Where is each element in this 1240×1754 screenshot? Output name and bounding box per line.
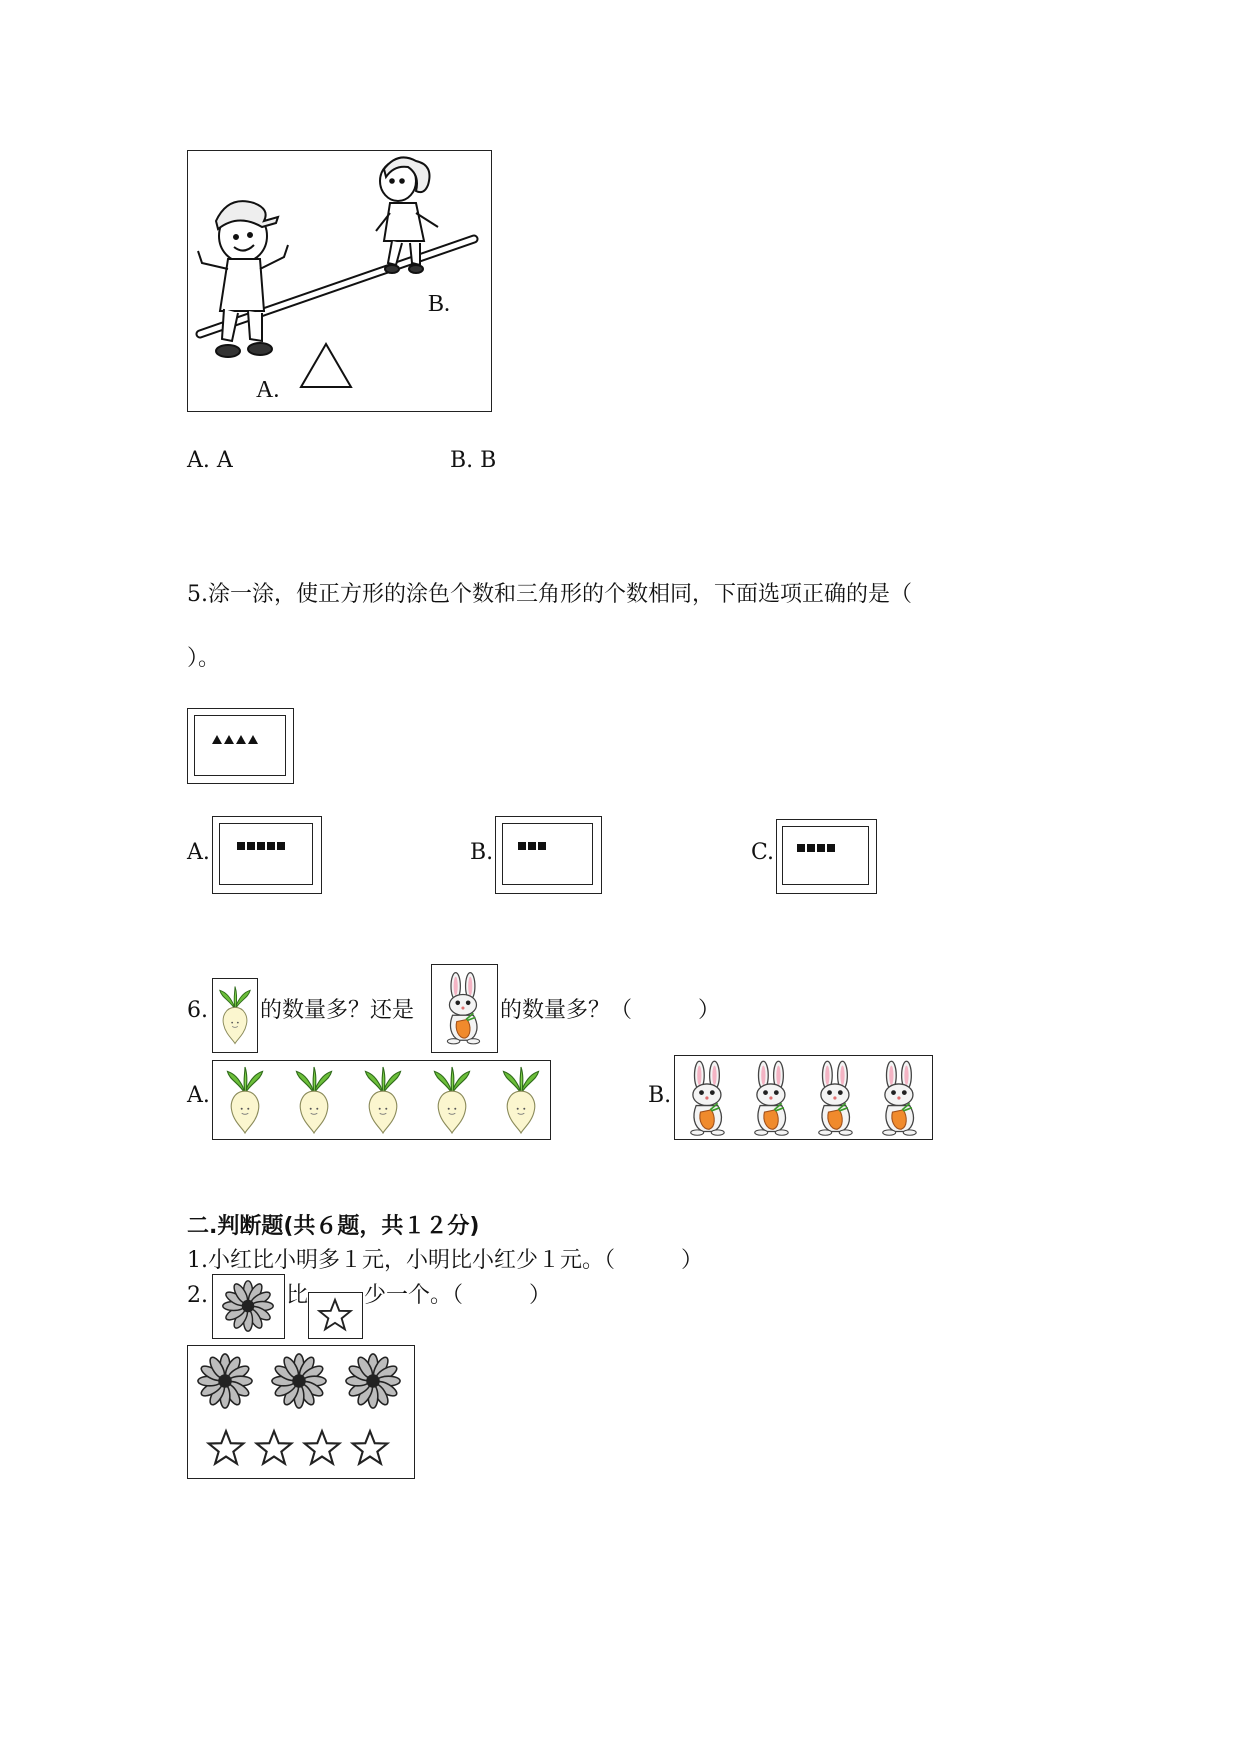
figure-label-a: A. xyxy=(256,377,280,403)
q4-option-a[interactable]: A. A xyxy=(187,448,233,473)
q6-option-a-box[interactable] xyxy=(212,1060,551,1140)
rabbit-icon xyxy=(681,1060,735,1136)
radish-icon xyxy=(361,1066,405,1134)
square-row xyxy=(518,842,546,850)
triangle-row xyxy=(212,735,258,744)
star-ref-box xyxy=(308,1292,363,1339)
rabbit-icon xyxy=(745,1060,799,1136)
judge-q2-end: 少一个。（ ） xyxy=(364,1283,552,1308)
triangle-mark xyxy=(248,735,258,744)
star-icon xyxy=(315,1297,355,1335)
square-row xyxy=(797,844,835,852)
rabbit-icon xyxy=(438,971,490,1045)
square-mark xyxy=(827,844,835,852)
triangle-mark xyxy=(212,735,222,744)
q6-option-a-label[interactable]: A. xyxy=(187,1083,210,1108)
triangle-mark xyxy=(224,735,234,744)
flowers-stars-box xyxy=(187,1345,415,1479)
square-mark xyxy=(277,842,285,850)
square-mark xyxy=(538,842,546,850)
square-mark xyxy=(807,844,815,852)
square-mark xyxy=(797,844,805,852)
rabbit-ref-box xyxy=(431,964,498,1053)
rabbit-icon xyxy=(809,1060,863,1136)
star-row xyxy=(204,1428,392,1470)
q6-option-b-box[interactable] xyxy=(674,1055,933,1140)
q6-option-b-label[interactable]: B. xyxy=(648,1083,672,1108)
rabbit-row xyxy=(681,1060,927,1136)
seesaw-figure xyxy=(187,150,492,412)
flower-row xyxy=(192,1352,406,1410)
radish-icon xyxy=(430,1066,474,1134)
square-mark xyxy=(237,842,245,850)
square-row xyxy=(237,842,285,850)
flower-icon xyxy=(192,1352,258,1410)
square-mark xyxy=(518,842,526,850)
flower-ref-box xyxy=(212,1274,285,1339)
square-mark xyxy=(817,844,825,852)
flower-icon xyxy=(266,1352,332,1410)
q5-option-b-label[interactable]: B. xyxy=(470,840,494,865)
judge-q2-middle: 比 xyxy=(286,1283,309,1308)
star-icon xyxy=(348,1428,392,1470)
radish-icon xyxy=(292,1066,336,1134)
radish-icon xyxy=(216,983,254,1047)
figure-label-b: B. xyxy=(428,291,451,317)
radish-icon xyxy=(223,1066,267,1134)
square-mark xyxy=(257,842,265,850)
radish-icon xyxy=(499,1066,543,1134)
triangles-box xyxy=(187,708,294,784)
star-icon xyxy=(300,1428,344,1470)
q5-option-b-box[interactable] xyxy=(495,816,602,894)
q6-text-part1: 的数量多？还是 xyxy=(260,998,415,1023)
flower-icon xyxy=(219,1279,277,1333)
square-mark xyxy=(528,842,536,850)
radish-ref-box xyxy=(212,978,258,1053)
triangle-mark xyxy=(236,735,246,744)
square-mark xyxy=(267,842,275,850)
q5-stem-line1: 5.涂一涂，使正方形的涂色个数和三角形的个数相同，下面选项正确的是（ xyxy=(187,582,912,607)
section-2-title: 二.判断题(共６题，共１２分) xyxy=(187,1214,480,1239)
star-icon xyxy=(252,1428,296,1470)
q5-stem-line2: ）。 xyxy=(187,646,221,671)
q4-option-b[interactable]: B. B xyxy=(450,448,497,473)
q5-option-c-box[interactable] xyxy=(776,819,877,894)
judge-q1: 1.小红比小明多１元，小明比小红少１元。（ ） xyxy=(187,1248,703,1273)
square-mark xyxy=(247,842,255,850)
q5-option-c-label[interactable]: C. xyxy=(751,840,775,865)
judge-q2-number: 2. xyxy=(187,1283,208,1308)
star-icon xyxy=(204,1428,248,1470)
rabbit-icon xyxy=(873,1060,927,1136)
radish-row xyxy=(223,1066,543,1134)
flower-icon xyxy=(340,1352,406,1410)
q6-number: 6. xyxy=(187,998,208,1023)
seesaw-illustration xyxy=(188,151,490,410)
q6-text-part2: 的数量多？（ ） xyxy=(500,998,721,1023)
q5-option-a-box[interactable] xyxy=(212,816,322,894)
q5-option-a-label[interactable]: A. xyxy=(187,840,210,865)
